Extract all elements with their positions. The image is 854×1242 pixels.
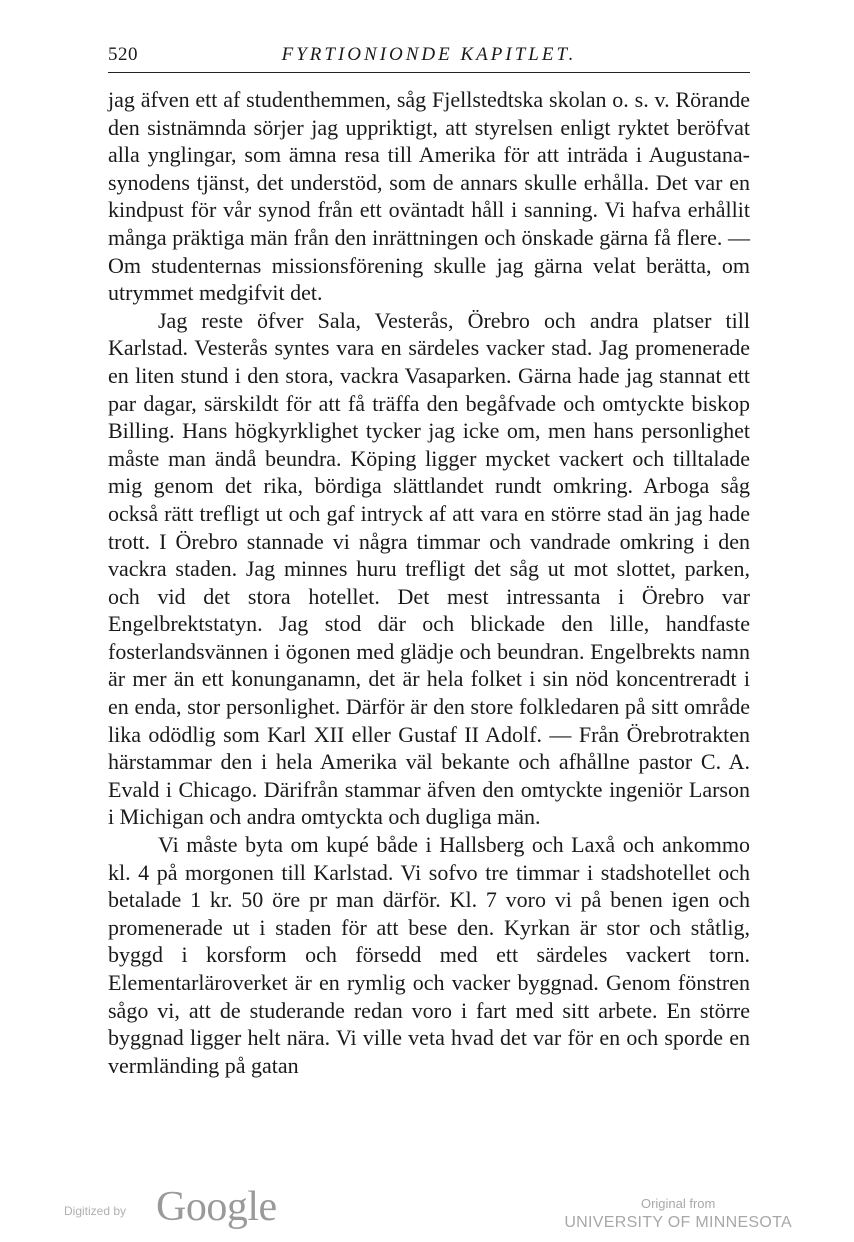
running-head bbox=[108, 44, 750, 70]
paragraph-1: jag äfven ett af studenthemmen, såg Fjellstedtska skolan o. s. v. Rörande den sistnämnda sörjer jag uppriktigt, att styrelsen enligt ryktet beröfvat alla ynglingar, som ämna resa till Amerika för att inträda i Augustana-synodens tjänst, det understöd, som de annars skulle erhålla. Det var en kindpust för vår synod från ett oväntadt håll i sanning. Vi hafva erhållit många präktiga män från den inrättningen och önskade gärna få flere. — Om studenternas missionsförening skulle jag gärna velat berätta, om utrymmet medgifvit det. bbox=[108, 87, 750, 306]
paragraph-2: Jag reste öfver Sala, Vesterås, Örebro och andra platser till Karlstad. Vesterås syntes vara en särdeles vacker stad. Jag promenerade en liten stund i den stora, vackra Vasaparken. Gärna hade jag stannat ett par dagar, särskildt för att få träffa den begåfvade och omtyckte biskop Billing. Hans högkyrklighet tycker jag icke om, men hans personlighet måste man ändå beundra. Köping ligger mycket vackert och tilltalade mig genom det rika, bördiga slättlandet rundt omkring. Arboga såg också rätt trefligt ut och gaf intryck af att vara en större stad än jag hade trott. I Örebro stannade vi några timmar och vandrade omkring i den vackra staden. Jag minnes huru trefligt det såg ut mot slottet, parken, och vid det stora hotellet. Det mest intressanta i Örebro var Engelbrektstatyn. Jag stod där och blickade den lille, handfaste fosterlandsvännen i ögonen med glädje och beundran. Engelbrekts namn är mer än ett konunganamn, det är hela folket i sin nöd koncentreradt i en enda, stor personlighet. Därför är den store folkledaren på sitt område lika odödlig som Karl XII eller Gustaf II Adolf. — Från Örebrotrakten härstammar den i hela Amerika väl bekante och afhållne pastor C. A. Evald i Chicago. Därifrån stammar äfven den omtyckte ingeniör Larson i Michigan och andra omtyckta och dugliga män. bbox=[108, 307, 750, 830]
chapter-title: FYRTIONIONDE KAPITLET. bbox=[281, 44, 577, 65]
header-rule bbox=[108, 72, 750, 73]
body-text bbox=[108, 86, 750, 1079]
digitized-by-label: Digitized by bbox=[64, 1204, 127, 1218]
paragraph-3: Vi måste byta om kupé både i Hallsberg och Laxå och ankommo kl. 4 på morgonen till Karlstad. Vi sofvo tre timmar i stadshotellet och betalade 1 kr. 50 öre pr man därför. Kl. 7 voro vi på benen igen och promenerade ut i staden för att bese den. Kyrkan är stor och ståtlig, byggd i korsform och försedd med ett särdeles vackert torn. Elementarläroverket är en rymlig och vacker byggnad. Genom fönstren sågo vi, att de studerande redan voro i fart med sitt arbete. En större byggnad ligger helt nära. Vi ville veta hvad det var för en och sporde en vermländing på gatan bbox=[108, 832, 750, 1078]
google-logo: Google bbox=[156, 1184, 277, 1230]
original-from-label: Original from bbox=[640, 1196, 716, 1211]
page-number: 520 bbox=[108, 44, 138, 65]
university-name: UNIVERSITY OF MINNESOTA bbox=[564, 1214, 792, 1231]
library-attribution bbox=[564, 1196, 792, 1234]
